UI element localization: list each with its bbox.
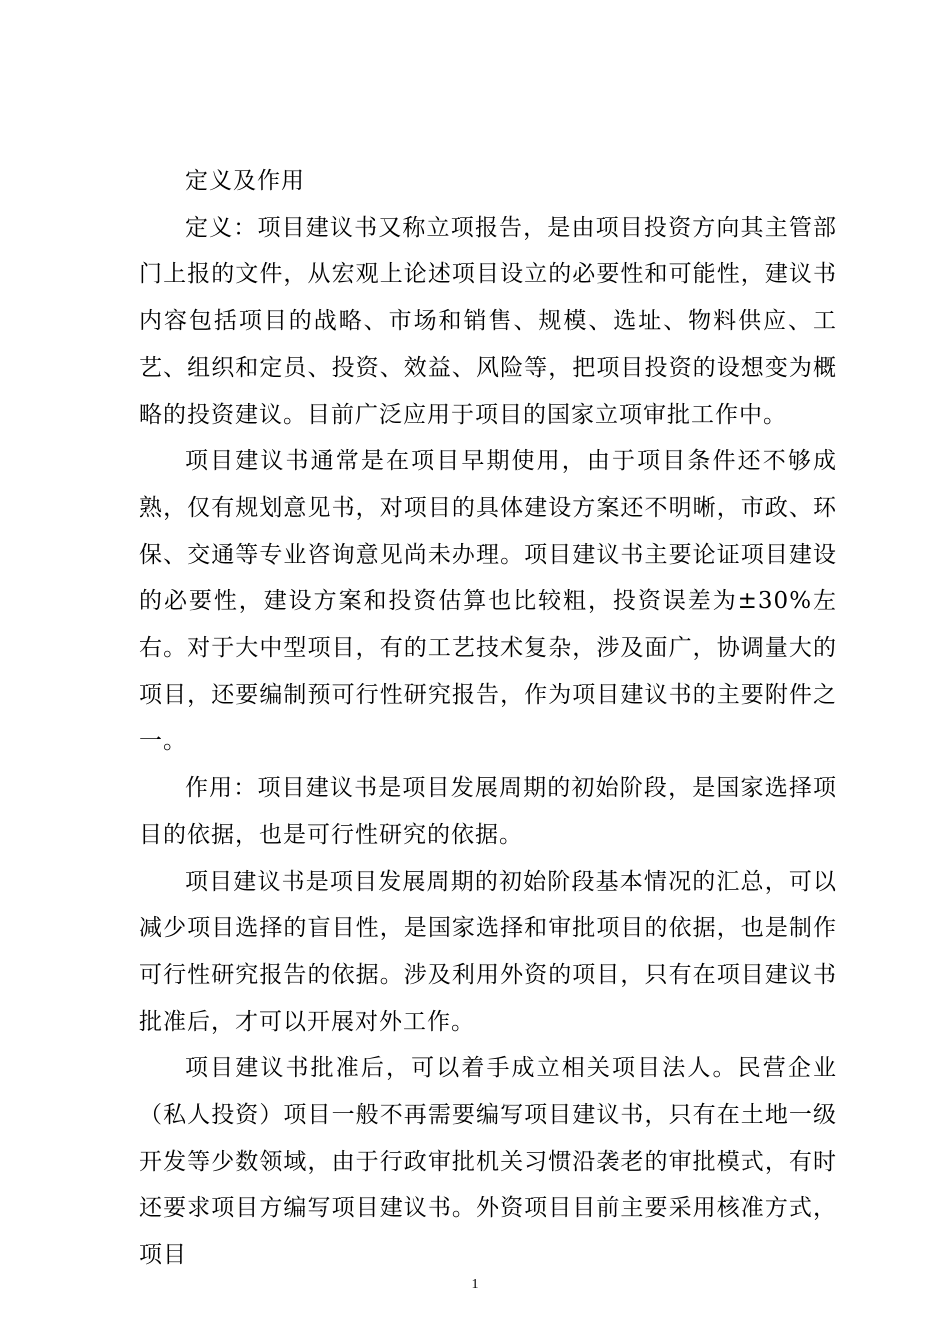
paragraph-after-approval: 项目建议书批准后，可以着手成立相关项目法人。民营企业（私人投资）项目一般不再需要编写项目建议书，只有在土地一级开发等少数领域，由于行政审批机关习惯沿袭老的审批模式，有时还要求项目方编写项目建议书。外资项目目前主要采用核准方式，项目 (139, 1055, 837, 1269)
page-number: 1 (471, 1277, 479, 1292)
section-heading: 定义及作用 (185, 168, 305, 194)
paragraph-definition: 定义：项目建议书又称立项报告，是由项目投资方向其主管部门上报的文件，从宏观上论述项目设立的必要性和可能性，建议书内容包括项目的战略、市场和销售、规模、选址、物料供应、工艺、组织和定员、投资、效益、风险等，把项目投资的设想变为概略的投资建议。目前广泛应用于项目的国家立项审批工作中。 (139, 214, 837, 428)
paragraph-purpose: 作用：项目建议书是项目发展周期的初始阶段，是国家选择项目的依据，也是可行性研究的依据。 (139, 775, 837, 848)
paragraph-summary: 项目建议书是项目发展周期的初始阶段基本情况的汇总，可以减少项目选择的盲目性，是国家选择和审批项目的依据，也是制作可行性研究报告的依据。涉及利用外资的项目，只有在项目建议书批准后，才可以开展对外工作。 (139, 868, 837, 1035)
document-body (139, 158, 837, 1279)
paragraph-early-stage: 项目建议书通常是在项目早期使用，由于项目条件还不够成熟，仅有规划意见书，对项目的具体建设方案还不明晰，市政、环保、交通等专业咨询意见尚未办理。项目建议书主要论证项目建设的必要性，建设方案和投资估算也比较粗，投资误差为±30%左右。对于大中型项目，有的工艺技术复杂，涉及面广，协调量大的项目，还要编制预可行性研究报告，作为项目建议书的主要附件之一。 (139, 448, 837, 755)
